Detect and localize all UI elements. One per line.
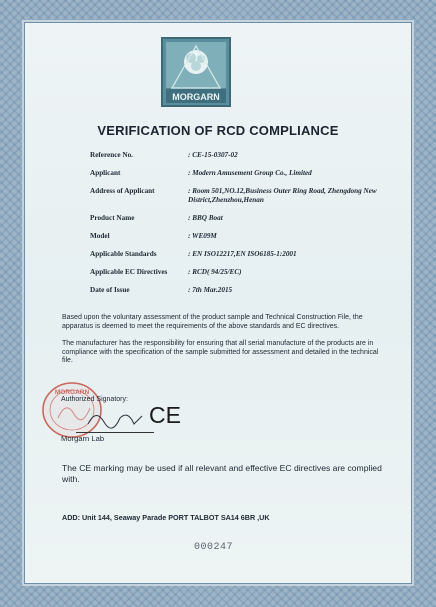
signature-scribble xyxy=(86,404,146,432)
field-label: Address of Applicant xyxy=(90,187,155,195)
field-row xyxy=(90,151,400,160)
field-value: : 7th Mar.2015 xyxy=(188,286,233,294)
assessment-paragraph: Based upon the voluntary assessment of the product sample and Technical Construction File, the apparatus is deemed to meet the requirements of the above standards and EC directives. xyxy=(62,314,363,330)
ce-mark-text: CE xyxy=(149,402,181,426)
morgarn-logo xyxy=(160,36,232,108)
field-value: : EN ISO12217,EN ISO6185-1:2001 xyxy=(188,250,297,258)
field-label: Applicable EC Directives xyxy=(90,268,168,276)
logo-text: MORGARN xyxy=(172,92,220,102)
issuer-address: ADD: Unit 144, Seaway Parade PORT TALBOT SA14 6BR ,UK xyxy=(62,513,270,522)
field-row xyxy=(90,169,400,178)
signature-line xyxy=(76,432,154,433)
field-row xyxy=(90,187,400,205)
field-value: : BBQ Boat xyxy=(188,214,223,222)
field-value: : RCD( 94/25/EC) xyxy=(188,268,242,276)
field-value: : WE09M xyxy=(188,232,217,240)
field-label: Product Name xyxy=(90,214,135,222)
serial-number: 000247 xyxy=(194,542,234,553)
ce-statement: The CE marking may be used if all relevant and effective EC directives are complied with. xyxy=(62,463,382,484)
field-label: Applicable Standards xyxy=(90,250,157,258)
signatory-label: Authorized Signatory: xyxy=(61,396,128,403)
certificate-title: VERIFICATION OF RCD COMPLIANCE xyxy=(97,123,339,138)
field-row xyxy=(90,232,400,241)
ce-mark-icon xyxy=(148,402,182,426)
field-value: : Room 501,NO.12,Business Outer Ring Road, Zhengdong New District,Zhenzhou,Henan xyxy=(188,187,377,204)
field-row xyxy=(90,250,400,259)
field-row xyxy=(90,286,400,295)
field-label: Reference No. xyxy=(90,151,133,159)
stamp-text: MORGARN xyxy=(54,389,90,396)
field-label: Model xyxy=(90,232,110,240)
field-label: Applicant xyxy=(90,169,121,177)
field-row xyxy=(90,268,400,277)
responsibility-paragraph: The manufacturer has the responsibility for ensuring that all serial manufacture of the products are in compliance with the specification of the sample submitted for assessment and detailed in the technical file. xyxy=(62,340,379,365)
field-row xyxy=(90,214,400,223)
certificate-fields xyxy=(90,151,400,304)
signatory-company: Morgarn Lab xyxy=(61,434,105,443)
field-value: : CE-15-0307-02 xyxy=(188,151,238,159)
field-label: Date of Issue xyxy=(90,286,130,294)
field-value: : Modern Amusement Group Co., Limited xyxy=(188,169,312,177)
